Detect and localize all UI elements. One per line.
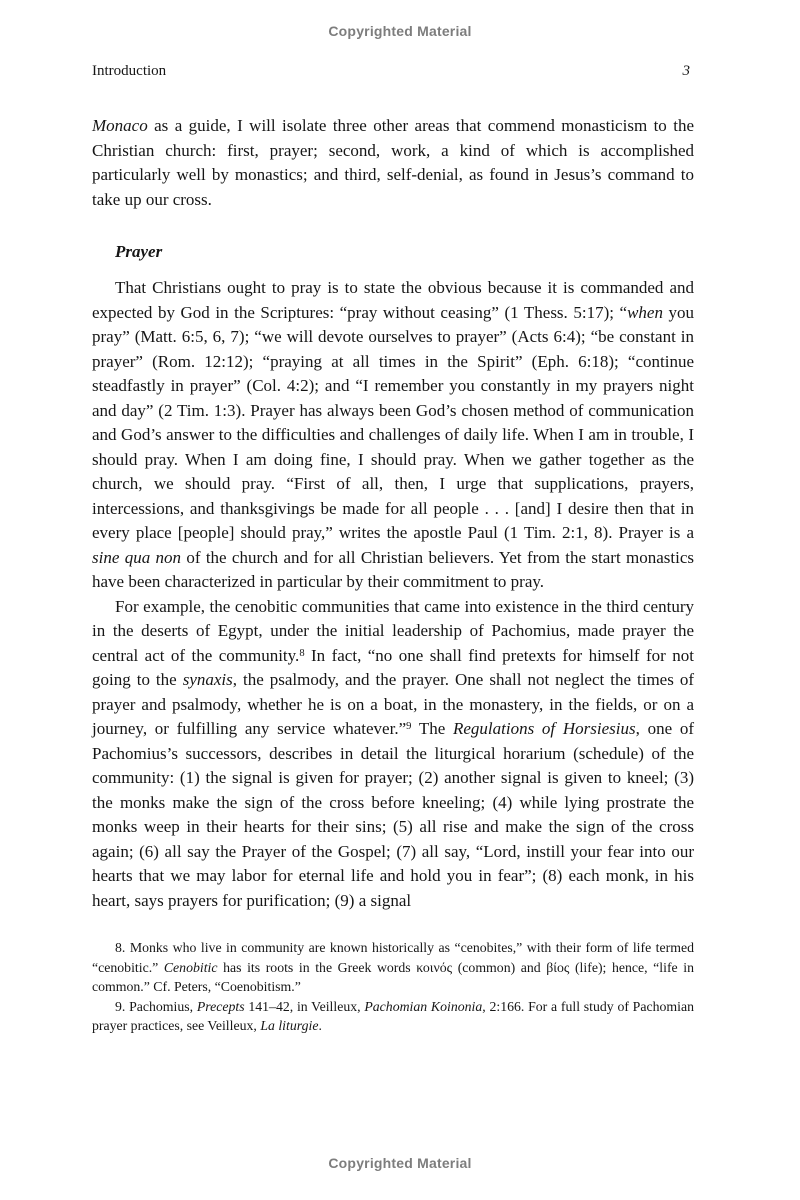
page-content	[92, 114, 694, 1036]
copyright-notice-top: Copyrighted Material	[328, 23, 472, 39]
section-heading-prayer: Prayer	[115, 242, 163, 261]
running-head-title: Introduction	[92, 63, 167, 79]
footnotes-block	[92, 938, 694, 1036]
page-number: 3	[682, 63, 690, 79]
copyright-notice-bottom: Copyrighted Material	[328, 1155, 472, 1171]
footnote-8: 8. Monks who live in community are known historically as “cenobites,” with their form of life termed “cenobitic.” Cenobitic has its roots in the Greek words κοινός (common) and βίος (life); hence, “life in common.” Cf. Peters, “Coenobitism.”	[92, 940, 694, 994]
paragraph-cenobitic-communities: For example, the cenobitic communities that came into existence in the third century in the deserts of Egypt, under the initial leadership of Pachomius, made prayer the central act of the community.$^8$ In fact, “no one shall find pretexts for himself for not going to the synaxis, the psalmody, and the prayer. One shall not neglect the times of prayer and psalmody, whether he is on a boat, in the monastery, in the fields, or on a journey, or fulfilling any service whatever.”$^9$ The Regulations of Horsiesius, one of Pachomius’s successors, describes in detail the liturgical horarium (schedule) of the community: (1) the signal is given for prayer; (2) another signal is given to kneel; (3) the monks make the sign of the cross before kneeling; (4) while lying prostrate the monks weep in their hearts for their sins; (5) all rise and make the sign of the cross again; (6) all say the Prayer of the Gospel; (7) all say, “Lord, instill your fear into our hearts that we may labor for eternal life and hold you in fear”; (8) each monk, in his heart, says prayers for purification; (9) a signal	[92, 596, 695, 910]
paragraph-opening: Monaco as a guide, I will isolate three other areas that commend monasticism to the Christian church: first, prayer; second, work, a kind of which is accomplished particularly well by monastics; and third, self-denial, as found in Jesus’s command to take up our cross.	[92, 116, 694, 209]
running-head	[92, 63, 694, 80]
footnote-9: 9. Pachomius, Precepts 141–42, in Veilleux, Pachomian Koinonia, 2:166. For a full study of Pachomian prayer practices, see Veilleux, La liturgie.	[92, 998, 694, 1033]
paragraph-prayer-scripture: That Christians ought to pray is to state the obvious because it is commanded and expected by God in the Scriptures: “pray without ceasing” (1 Thess. 5:17); “when you pray” (Matt. 6:5, 6, 7); “we will devote ourselves to prayer” (Acts 6:4); “be constant in prayer” (Rom. 12:12); “praying at all times in the Spirit” (Eph. 6:18); “continue steadfastly in prayer” (Col. 4:2); and “I remember you constantly in my prayers night and day” (2 Tim. 1:3). Prayer has always been God’s chosen method of communication and God’s answer to the difficulties and challenges of daily life. When I am in trouble, I should pray. When I am doing fine, I should pray. When we gather together as the church, we should pray. “First of all, then, I urge that supplications, prayers, intercessions, and thanksgivings be made for all people . . . [and] I desire then that in every place [people] should pray,” writes the apostle Paul (1 Tim. 2:1, 8). Prayer is a sine qua non of the church and for all Christian believers. Yet from the start monastics have been characterized in particular by their commitment to pray.	[92, 278, 695, 591]
